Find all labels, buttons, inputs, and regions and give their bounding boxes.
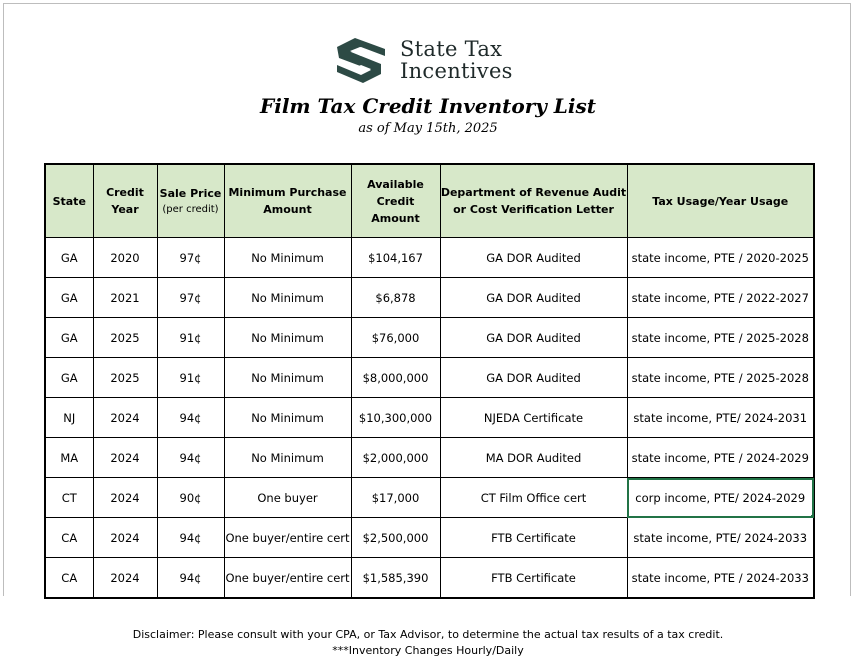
cell-tax-usage[interactable]: state income, PTE / 2025-2028 [627,318,814,358]
header-sale-price[interactable] [157,164,224,238]
cell-state[interactable]: MA [45,438,93,478]
table-row [45,358,814,398]
cell-minimum-purchase[interactable]: One buyer/entire cert [224,558,351,599]
cell-tax-usage[interactable]: state income, PTE / 2020-2025 [627,238,814,278]
cell-sale-price[interactable]: 94¢ [157,398,224,438]
table-header-row [45,164,814,238]
cell-tax-usage[interactable]: state income, PTE/ 2024-2031 [627,398,814,438]
cell-state[interactable]: GA [45,318,93,358]
cell-dor-letter[interactable]: NJEDA Certificate [440,398,627,438]
disclaimer-line-1: Disclaimer: Please consult with your CPA, or Tax Advisor, to determine the actual tax results of a tax credit. [132,628,724,641]
cell-available-amount[interactable]: $2,500,000 [351,518,440,558]
cell-available-amount[interactable]: $2,000,000 [351,438,440,478]
cell-minimum-purchase[interactable]: No Minimum [224,238,351,278]
cell-tax-usage[interactable]: state income, PTE/ 2024-2033 [627,518,814,558]
table-row [45,518,814,558]
cell-credit-year[interactable]: 2025 [93,318,157,358]
stacked-s-logo-icon [333,37,389,85]
cell-dor-letter[interactable]: CT Film Office cert [440,478,627,518]
header-minimum-purchase[interactable]: Minimum Purchase Amount [224,164,351,238]
company-logo [333,37,543,85]
cell-sale-price[interactable]: 94¢ [157,438,224,478]
cell-dor-letter[interactable]: GA DOR Audited [440,318,627,358]
cell-state[interactable]: CA [45,558,93,599]
cell-minimum-purchase[interactable]: No Minimum [224,398,351,438]
cell-sale-price[interactable]: 94¢ [157,518,224,558]
page-title: Film Tax Credit Inventory List [260,94,596,118]
table-row [45,438,814,478]
cell-credit-year[interactable]: 2024 [93,438,157,478]
disclaimer-line-2: ***Inventory Changes Hourly/Daily [332,644,524,657]
cell-tax-usage-selected[interactable]: corp income, PTE/ 2024-2029 [627,478,814,518]
page-subtitle: as of May 15th, 2025 [358,121,498,136]
cell-sale-price[interactable]: 97¢ [157,278,224,318]
cell-tax-usage[interactable]: state income, PTE / 2024-2029 [627,438,814,478]
cell-state[interactable]: CT [45,478,93,518]
table-row [45,478,814,518]
cell-sale-price[interactable]: 90¢ [157,478,224,518]
table-row [45,278,814,318]
cell-available-amount[interactable]: $10,300,000 [351,398,440,438]
cell-minimum-purchase[interactable]: One buyer/entire cert [224,518,351,558]
cell-available-amount[interactable]: $6,878 [351,278,440,318]
header-state[interactable]: State [45,164,93,238]
logo-line-2: Incentives [400,59,513,83]
cell-dor-letter[interactable]: MA DOR Audited [440,438,627,478]
table-row [45,238,814,278]
cell-available-amount[interactable]: $1,585,390 [351,558,440,599]
cell-credit-year[interactable]: 2025 [93,358,157,398]
cell-credit-year[interactable]: 2024 [93,518,157,558]
cell-state[interactable]: CA [45,518,93,558]
cell-minimum-purchase[interactable]: No Minimum [224,438,351,478]
cell-credit-year[interactable]: 2024 [93,478,157,518]
header-available-amount[interactable]: Available Credit Amount [351,164,440,238]
cell-state[interactable]: GA [45,358,93,398]
header-dor-letter[interactable]: Department of Revenue Audit or Cost Verification Letter [440,164,627,238]
cell-credit-year[interactable]: 2020 [93,238,157,278]
cell-available-amount[interactable]: $8,000,000 [351,358,440,398]
cell-available-amount[interactable]: $76,000 [351,318,440,358]
inventory-table [44,163,815,599]
cell-sale-price[interactable]: 94¢ [157,558,224,599]
cell-credit-year[interactable]: 2021 [93,278,157,318]
cell-available-amount[interactable]: $17,000 [351,478,440,518]
table-row [45,398,814,438]
header-tax-usage[interactable]: Tax Usage/Year Usage [627,164,814,238]
cell-available-amount[interactable]: $104,167 [351,238,440,278]
cell-dor-letter[interactable]: GA DOR Audited [440,358,627,398]
cell-credit-year[interactable]: 2024 [93,558,157,599]
cell-state[interactable]: NJ [45,398,93,438]
cell-credit-year[interactable]: 2024 [93,398,157,438]
cell-state[interactable]: GA [45,238,93,278]
cell-dor-letter[interactable]: FTB Certificate [440,518,627,558]
table-row [45,318,814,358]
cell-dor-letter[interactable]: GA DOR Audited [440,238,627,278]
cell-tax-usage[interactable]: state income, PTE / 2025-2028 [627,358,814,398]
header-credit-year[interactable]: Credit Year [93,164,157,238]
disclaimer [0,627,856,659]
header-sale-price-label: Sale Price [159,187,222,200]
logo-text [400,38,513,82]
cell-state[interactable]: GA [45,278,93,318]
cell-tax-usage[interactable]: state income, PTE / 2024-2033 [627,558,814,599]
cell-dor-letter[interactable]: GA DOR Audited [440,278,627,318]
cell-sale-price[interactable]: 97¢ [157,238,224,278]
cell-minimum-purchase[interactable]: No Minimum [224,358,351,398]
cell-minimum-purchase[interactable]: One buyer [224,478,351,518]
cell-minimum-purchase[interactable]: No Minimum [224,278,351,318]
cell-minimum-purchase[interactable]: No Minimum [224,318,351,358]
header-sale-price-sub: (per credit) [162,204,219,215]
cell-dor-letter[interactable]: FTB Certificate [440,558,627,599]
cell-sale-price[interactable]: 91¢ [157,318,224,358]
cell-tax-usage[interactable]: state income, PTE / 2022-2027 [627,278,814,318]
table-row [45,558,814,599]
cell-sale-price[interactable]: 91¢ [157,358,224,398]
logo-line-1: State Tax [400,37,503,61]
